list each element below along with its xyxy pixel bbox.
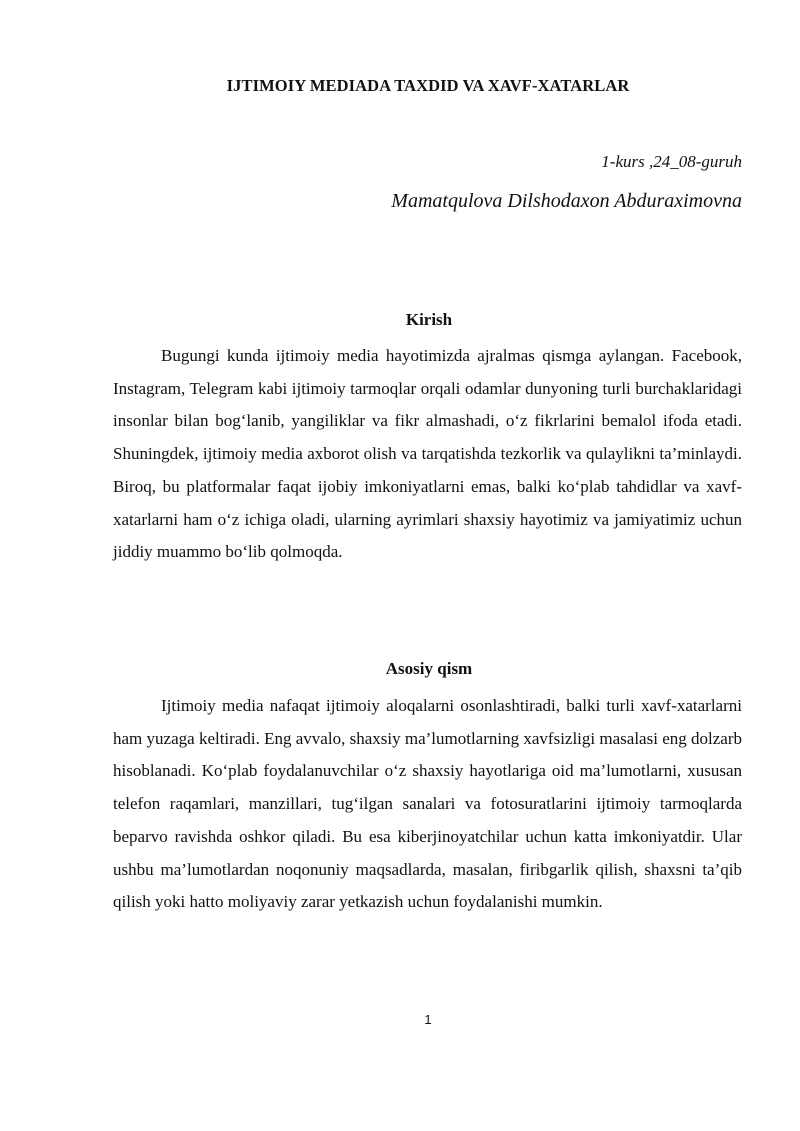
page-number: 1 [424, 1012, 432, 1027]
author-name: Mamatqulova Dilshodaxon Abduraximovna [391, 190, 742, 212]
document-title: IJTIMOIY MEDIADA TAXDID VA XAVF-XATARLAR [226, 76, 630, 95]
introduction-paragraph: Bugungi kunda ijtimoiy media hayotimizda ajralmas qismga aylangan. Facebook, Instagram, Telegram kabi ijtimoiy tarmoqlar orqali odamlar dunyoning turli burchaklaridagi insonlar bilan bog‘lanib, yangiliklar va fikr almashadi, o‘z fikrlarini bemalol ifoda etadi. Shuningdek, ijtimoiy media axborot olish va tarqatishda tezkorlik va qulaylikni ta’minlaydi. Biroq, bu platformalar faqat ijobiy imkoniyatlarni emas, balki ko‘plab tahdidlar va xavf-xatarlarni ham o‘z ichiga oladi, ularning ayrimlari shaxsiy hayotimiz va jamiyatimiz uchun jiddiy muammo bo‘lib qolmoqda. [113, 346, 742, 562]
main-part-paragraph: Ijtimoiy media nafaqat ijtimoiy aloqalarni osonlashtiradi, balki turli xavf-xatarlarni ham yuzaga keltiradi. Eng avvalo, shaxsiy ma’lumotlarning xavfsizligi masalasi eng dolzarb hisoblanadi. Ko‘plab foydalanuvchilar o‘z shaxsiy hayotlariga oid ma’lumotlarni, xususan telefon raqamlari, manzillari, tug‘ilgan sanalari va fotosuratlarini ijtimoiy tarmoqlarda beparvo ravishda oshkor qiladi. Bu esa kiberjinoyatchilar uchun katta imkoniyatdir. Ular ushbu ma’lumotlardan noqonuniy maqsadlarda, masalan, firibgarlik qilish, shaxsni ta’qib qilish yoki hatto moliyaviy zarar yetkazish uchun foydalanishi mumkin. [113, 696, 742, 912]
section-heading-main-part: Asosiy qism [385, 659, 473, 678]
section-heading-introduction: Kirish [405, 310, 453, 329]
course-group: 1-kurs ,24_08-guruh [601, 152, 742, 171]
